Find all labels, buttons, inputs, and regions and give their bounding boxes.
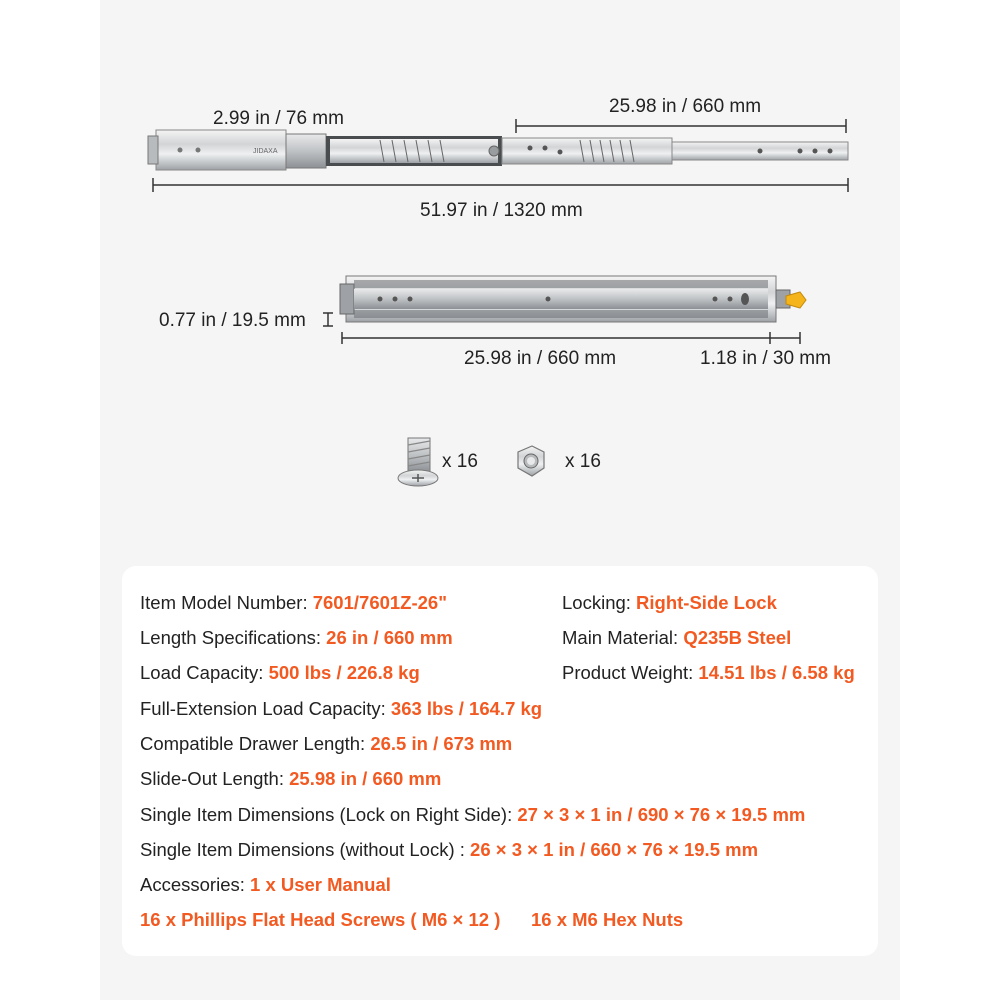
spec-label: Compatible Drawer Length: — [140, 733, 371, 754]
spec-label: Full-Extension Load Capacity: — [140, 698, 391, 719]
spec-accessories — [140, 874, 391, 896]
spec-full-extension-load — [140, 698, 542, 720]
spec-value: Q235B Steel — [683, 627, 792, 648]
thickness-label: 0.77 in / 19.5 mm — [159, 310, 306, 331]
spec-dimensions-without-lock — [140, 839, 758, 861]
spec-label: Single Item Dimensions (without Lock) : — [140, 839, 471, 860]
spec-value: 363 lbs / 164.7 kg — [390, 698, 543, 719]
spec-label: Single Item Dimensions (Lock on Right Side): — [140, 804, 518, 825]
spec-value: 500 lbs / 226.8 kg — [268, 662, 420, 683]
accessory-screws — [140, 909, 500, 931]
spec-drawer-length — [140, 733, 512, 755]
spec-card — [122, 566, 878, 956]
spec-label: Main Material: — [562, 627, 684, 648]
spec-value: 26.5 in / 673 mm — [370, 733, 513, 754]
spec-value: 26 in / 660 mm — [326, 627, 453, 648]
spec-value: 7601/7601Z-26" — [312, 592, 447, 613]
spec-dimensions-with-lock — [140, 804, 805, 826]
lock-length-label: 1.18 in / 30 mm — [700, 348, 831, 369]
spec-label: Item Model Number: — [140, 592, 313, 613]
extension-label: 25.98 in / 660 mm — [609, 96, 762, 117]
spec-label: Length Specifications: — [140, 627, 327, 648]
phillips-flat-head-screw-icon — [398, 438, 438, 486]
spec-value: 25.98 in / 660 mm — [289, 768, 442, 789]
spec-value: Right-Side Lock — [636, 592, 777, 613]
spec-slide-out-length — [140, 768, 441, 790]
spec-value: 27 × 3 × 1 in / 690 × 76 × 19.5 mm — [517, 804, 806, 825]
spec-value: 26 × 3 × 1 in / 660 × 76 × 19.5 mm — [470, 839, 759, 860]
screw-count: x 16 — [442, 451, 478, 472]
spec-label: Accessories: — [140, 874, 251, 895]
spec-label: Slide-Out Length: — [140, 768, 290, 789]
spec-locking — [562, 592, 777, 614]
accessory-nuts-text: 16 x M6 Hex Nuts — [531, 909, 684, 930]
spec-value: 14.51 lbs / 6.58 kg — [698, 662, 855, 683]
spec-load-capacity — [140, 662, 420, 684]
spec-label: Locking: — [562, 592, 637, 613]
spec-material — [562, 627, 791, 649]
closed-length-label: 25.98 in / 660 mm — [464, 348, 617, 369]
closed-slide — [340, 276, 806, 322]
accessory-screws-text: 16 x Phillips Flat Head Screws ( M6 × 12 ) — [140, 909, 501, 930]
total-extended-label: 51.97 in / 1320 mm — [420, 200, 583, 221]
hex-nut-icon — [518, 446, 544, 476]
spec-length — [140, 627, 453, 649]
spec-label: Load Capacity: — [140, 662, 269, 683]
spec-value: 1 x User Manual — [250, 874, 391, 895]
rail-width-label: 2.99 in / 76 mm — [213, 108, 344, 129]
nut-count: x 16 — [565, 451, 601, 472]
brand-stamp: JIDAXA — [253, 148, 278, 155]
spec-model-number — [140, 592, 447, 614]
spec-weight — [562, 662, 855, 684]
spec-label: Product Weight: — [562, 662, 699, 683]
accessory-nuts — [531, 909, 683, 931]
